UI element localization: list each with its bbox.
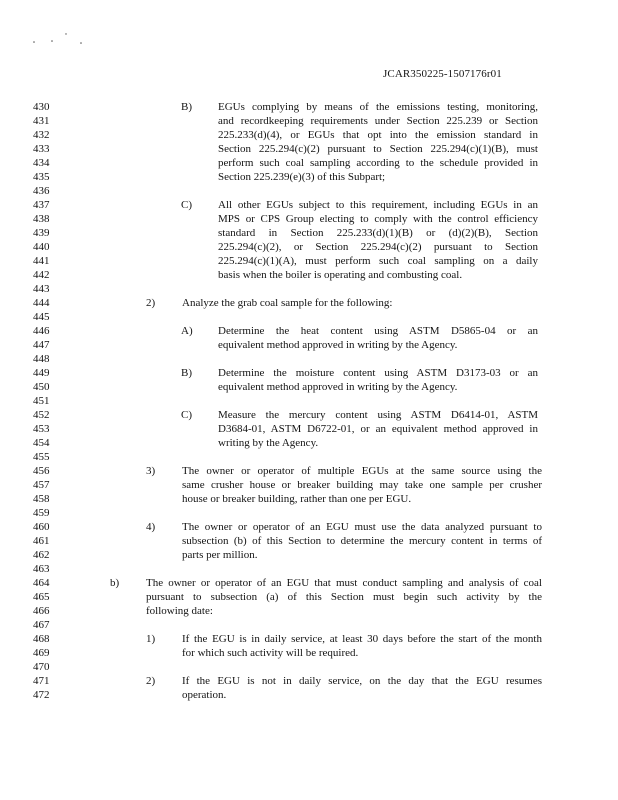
line-number: 456 — [33, 465, 50, 477]
item-text-C-first: All other EGUs subject to this requirement, including EGUs in an MPS or CPS Group electing to comply with the control efficiency standard in Section 225.233(d)(1)(B) or (d)(2)(B), Section 225.294(c)(2), or Section 225.294(c)(2) pursuant to Section 225.294(c)(1)(A), must perform such coal sampling on a daily basis when the boiler is operating and combusting coal. — [218, 199, 538, 281]
item-text-3: The owner or operator of multiple EGUs at the same source using the same crusher house or breaker building may take one sample per crusher house or breaker building, rather than one per EGU. — [182, 465, 542, 505]
line-number: 472 — [33, 689, 50, 701]
line-number: 464 — [33, 577, 50, 589]
item-label-b: b) — [110, 577, 120, 589]
item-text-A-heat: Determine the heat content using ASTM D5865-04 or an equivalent method approved in writing by the Agency. — [218, 325, 538, 351]
line-number: 438 — [33, 213, 50, 225]
line-number: 446 — [33, 325, 50, 337]
line-number: 440 — [33, 241, 50, 253]
line-number: 455 — [33, 451, 50, 463]
line-number: 460 — [33, 521, 50, 533]
item-text-B-first: EGUs complying by means of the emissions testing, monitoring, and recordkeeping requirements under Section 225.239 or Section 225.233(d)(4), or EGUs that opt into the emission standard in Section 225.294(c)(2) pursuant to Section 225.294(c)(1)(B), must perform such coal sampling according to the schedule provided in Section 225.239(e)(3) of this Subpart; — [218, 101, 538, 183]
line-number: 433 — [33, 143, 50, 155]
item-label-A-heat: A) — [181, 325, 193, 337]
line-number: 462 — [33, 549, 50, 561]
line-number: 434 — [33, 157, 50, 169]
line-number: 450 — [33, 381, 50, 393]
line-number: 470 — [33, 661, 50, 673]
line-number: 430 — [33, 101, 50, 113]
line-number: 447 — [33, 339, 50, 351]
line-number: 466 — [33, 605, 50, 617]
item-text-B-moisture: Determine the moisture content using ASTM D3173-03 or an equivalent method approved in writing by the Agency. — [218, 367, 538, 393]
line-number: 436 — [33, 185, 50, 197]
scan-speck-marks — [30, 30, 90, 50]
line-number: 465 — [33, 591, 50, 603]
line-number: 443 — [33, 283, 50, 295]
line-number: 449 — [33, 367, 50, 379]
line-number: 468 — [33, 633, 50, 645]
line-number: 435 — [33, 171, 50, 183]
line-number: 442 — [33, 269, 50, 281]
line-number: 459 — [33, 507, 50, 519]
item-label-C-mercury: C) — [181, 409, 192, 421]
item-label-3: 3) — [146, 465, 156, 477]
line-number: 452 — [33, 409, 50, 421]
item-label-B-first: B) — [181, 101, 192, 113]
item-text-1-daily: If the EGU is in daily service, at least 30 days before the start of the month for which such activity will be required. — [182, 633, 542, 659]
line-number: 457 — [33, 479, 50, 491]
line-number: 454 — [33, 437, 50, 449]
line-number: 448 — [33, 353, 50, 365]
line-number: 445 — [33, 311, 50, 323]
line-number: 431 — [33, 115, 50, 127]
line-number: 451 — [33, 395, 50, 407]
item-text-b: The owner or operator of an EGU that must conduct sampling and analysis of coal pursuant to subsection (a) of this Section must begin such activity by the following date: — [146, 577, 542, 617]
line-number: 453 — [33, 423, 50, 435]
item-text-C-mercury: Measure the mercury content using ASTM D6414-01, ASTM D3684-01, ASTM D6722-01, or an equivalent method approved in writing by the Agency. — [218, 409, 538, 449]
item-text-2-not-daily: If the EGU is not in daily service, on the day that the EGU resumes operation. — [182, 675, 542, 701]
item-label-2-not-daily: 2) — [146, 675, 156, 687]
line-number: 444 — [33, 297, 50, 309]
document-id: JCAR350225-1507176r01 — [383, 68, 502, 80]
item-label-4: 4) — [146, 521, 156, 533]
line-number: 469 — [33, 647, 50, 659]
line-number: 471 — [33, 675, 50, 687]
line-number: 458 — [33, 493, 50, 505]
item-text-4: The owner or operator of an EGU must use the data analyzed pursuant to subsection (b) of this Section to determine the mercury content in terms of parts per million. — [182, 521, 542, 561]
item-label-1-daily: 1) — [146, 633, 156, 645]
item-label-2-analyze: 2) — [146, 297, 156, 309]
item-text-2-analyze: Analyze the grab coal sample for the following: — [182, 297, 393, 309]
line-number: 437 — [33, 199, 50, 211]
line-number: 439 — [33, 227, 50, 239]
line-number: 463 — [33, 563, 50, 575]
line-number: 441 — [33, 255, 50, 267]
line-number: 467 — [33, 619, 50, 631]
line-number: 461 — [33, 535, 50, 547]
line-number: 432 — [33, 129, 50, 141]
item-label-B-moisture: B) — [181, 367, 192, 379]
item-label-C-first: C) — [181, 199, 192, 211]
